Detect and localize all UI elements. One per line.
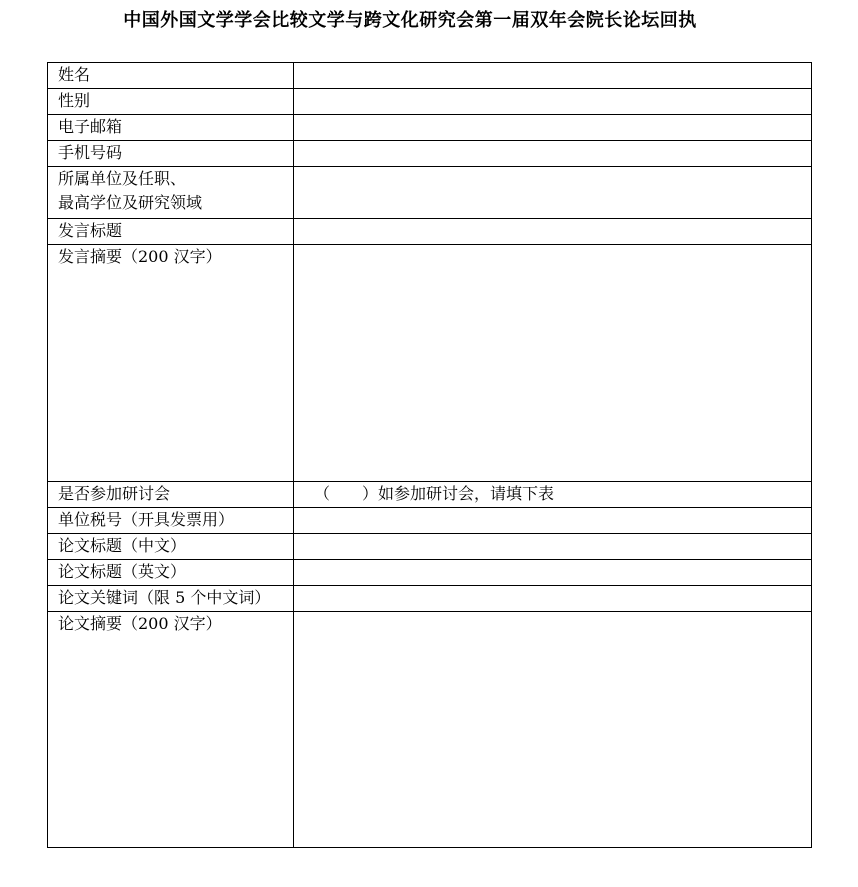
table-row xyxy=(48,482,812,508)
table-row xyxy=(48,219,812,245)
table-row xyxy=(48,115,812,141)
paper-keywords-label: 论文关键词（限 5 个中文词） xyxy=(48,586,294,612)
table-row xyxy=(48,508,812,534)
attend-seminar-label: 是否参加研讨会 xyxy=(48,482,294,508)
table-row xyxy=(48,89,812,115)
tax-id-field[interactable] xyxy=(294,508,812,534)
gender-label: 性别 xyxy=(48,89,294,115)
table-row xyxy=(48,167,812,219)
table-row xyxy=(48,560,812,586)
form-title: 中国外国文学学会比较文学与跨文化研究会第一届双年会院长论坛回执 xyxy=(123,10,697,31)
table-row xyxy=(48,586,812,612)
email-label: 电子邮箱 xyxy=(48,115,294,141)
paper-abstract-field[interactable] xyxy=(294,612,812,848)
paper-keywords-field[interactable] xyxy=(294,586,812,612)
paper-abstract-label: 论文摘要（200 汉字） xyxy=(48,612,294,848)
table-row xyxy=(48,534,812,560)
table-row xyxy=(48,612,812,848)
name-label: 姓名 xyxy=(48,63,294,89)
tax-id-label: 单位税号（开具发票用） xyxy=(48,508,294,534)
paper-title-en-field[interactable] xyxy=(294,560,812,586)
gender-field[interactable] xyxy=(294,89,812,115)
phone-field[interactable] xyxy=(294,141,812,167)
speech-title-label: 发言标题 xyxy=(48,219,294,245)
phone-label: 手机号码 xyxy=(48,141,294,167)
table-row xyxy=(48,245,812,482)
reply-form-table xyxy=(47,62,812,848)
paper-title-en-label: 论文标题（英文） xyxy=(48,560,294,586)
paper-title-cn-label: 论文标题（中文） xyxy=(48,534,294,560)
speech-abstract-label: 发言摘要（200 汉字） xyxy=(48,245,294,482)
email-field[interactable] xyxy=(294,115,812,141)
affiliation-label-line1: 所属单位及任职、 xyxy=(58,169,187,188)
speech-abstract-field[interactable] xyxy=(294,245,812,482)
name-field[interactable] xyxy=(294,63,812,89)
affiliation-label-line2: 最高学位及研究领域 xyxy=(58,193,203,212)
table-row xyxy=(48,63,812,89)
table-row xyxy=(48,141,812,167)
speech-title-field[interactable] xyxy=(294,219,812,245)
affiliation-label xyxy=(48,167,294,219)
affiliation-field[interactable] xyxy=(294,167,812,219)
paper-title-cn-field[interactable] xyxy=(294,534,812,560)
attend-seminar-field[interactable]: （ ）如参加研讨会，请填下表 xyxy=(294,482,812,508)
